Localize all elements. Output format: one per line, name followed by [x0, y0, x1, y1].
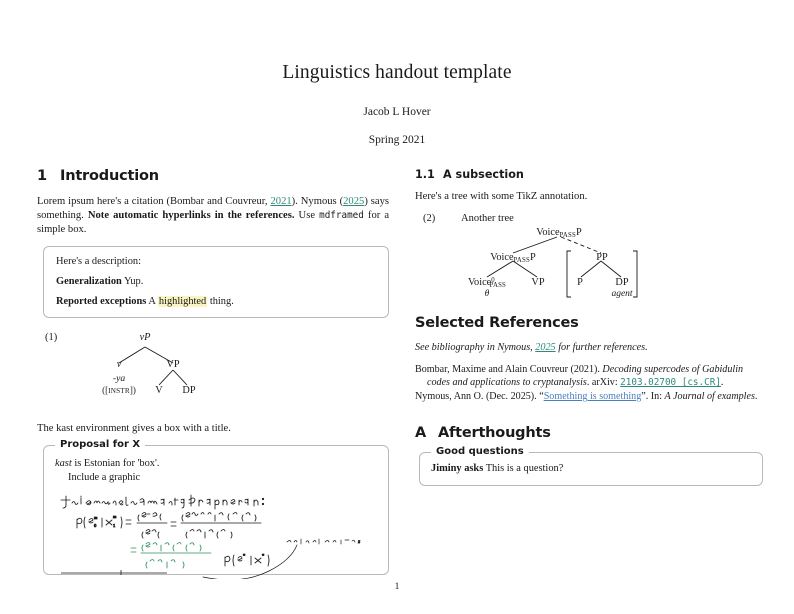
example-2: [415, 213, 763, 311]
section-heading-introduction: [37, 168, 389, 184]
svg-text:z: z: [358, 538, 361, 545]
tree-2-node-voice-head: Voice$^0_{PASS}$: [467, 276, 507, 289]
question-asker: Jiminy asks: [431, 463, 484, 475]
description-item-generalization: [56, 276, 376, 287]
highlighted-text: highlighted: [158, 295, 207, 307]
reference-authors: Nymous, Ann O. (Dec. 2025). “: [415, 391, 544, 403]
reference-title: Decoding supercodes of Gabidulin codes and applications to cryptanalysis: [427, 363, 744, 389]
description-definition: Yup.: [124, 275, 144, 287]
right-column: [415, 168, 763, 575]
description-box: [43, 246, 389, 318]
description-definition-tail: thing.: [207, 295, 234, 307]
svg-text:*: *: [262, 552, 265, 558]
two-column-body: [0, 168, 794, 575]
references-note-year-link[interactable]: 2025: [535, 341, 556, 353]
svg-text:1: 1: [113, 522, 116, 528]
intro-text-4: Use: [294, 209, 320, 221]
description-term: Generalization: [56, 275, 122, 287]
left-column: [37, 168, 389, 575]
tree-2-node-p: P: [577, 276, 583, 288]
example-2-label: Another tree: [461, 212, 514, 224]
svg-text:m: m: [94, 514, 98, 520]
references-note-part2: for further references.: [555, 341, 648, 353]
question-text: This is a question?: [485, 463, 564, 475]
intro-text-5: for a simple box.: [37, 209, 390, 235]
good-questions-box: [419, 446, 763, 486]
tree-1-node-vp: VP: [166, 358, 180, 370]
subsection-paragraph: Here's a tree with some TikZ annotation.: [415, 191, 588, 202]
tree-2-node-agent: agent: [611, 288, 633, 299]
document-header: [0, 0, 794, 146]
arxiv-link[interactable]: 2103.02700 [cs.CR]: [620, 377, 721, 389]
tree-2-node-root: Voice$_{PASS}$P: [536, 226, 582, 239]
document-date: Spring 2021: [368, 134, 426, 146]
intro-paragraph: [37, 195, 389, 237]
section-number: 1: [37, 168, 47, 184]
description-intro-line: Here's a description:: [56, 255, 141, 267]
reference-tail: .: [720, 377, 724, 389]
svg-text:*: *: [243, 552, 246, 558]
tree-1-node-v-head: V: [155, 384, 163, 396]
tree-1-node-root: vP: [139, 331, 151, 343]
tree-2-node-theta: θ: [484, 288, 490, 299]
subsection-number: 1.1: [415, 168, 435, 181]
page-number: 1: [394, 582, 400, 592]
appendix-letter: A: [415, 425, 427, 442]
intro-text-2: ). Nymous (: [291, 196, 344, 207]
intro-text-1: Lorem ipsum here's a citation (Bombar and Couvreur,: [37, 196, 271, 207]
references-note-part1: See bibliography in Nymous,: [415, 341, 536, 353]
example-1: [37, 332, 389, 406]
proposal-line-1: [55, 457, 377, 471]
section-title: Introduction: [60, 168, 159, 184]
tree-1-node-v: v: [116, 358, 122, 370]
references-heading: Selected References: [415, 314, 579, 331]
citation-link-2025[interactable]: 2025: [343, 196, 365, 207]
svg-text:m: m: [113, 513, 117, 519]
description-term: Reported exceptions: [56, 295, 147, 307]
feature-instr: INSTR: [108, 386, 130, 395]
intro-text-3: ) says something.: [37, 196, 390, 221]
kast-rest: is Estonian for 'box'.: [71, 457, 160, 469]
syntax-tree-1: [83, 332, 389, 404]
description-definition: A: [148, 295, 158, 307]
citation-link-2021[interactable]: 2021: [270, 196, 292, 207]
proposal-line-2: Include a graphic: [68, 471, 141, 483]
page-title: Linguistics handout template: [282, 62, 512, 83]
svg-text:0: 0: [94, 522, 97, 528]
kast-italic: kast: [55, 457, 72, 469]
subsection-heading: [415, 168, 763, 181]
tree-1-node-affix: -ya: [112, 372, 126, 384]
tree-2-node-vp: VP: [531, 276, 545, 288]
reference-entry-nymous: [415, 390, 763, 403]
document-author: Jacob L Hover: [363, 106, 431, 118]
tree-2-node-pp: PP: [596, 251, 608, 263]
tree-1-node-feature: ([INSTR]): [102, 384, 136, 395]
proposal-box-title: Proposal for X: [55, 439, 145, 450]
reference-journal: A Journal of examples: [664, 391, 755, 403]
subsection-title: A subsection: [443, 168, 524, 181]
macro-name-mdframed: mdframed: [319, 209, 364, 221]
description-item-exceptions: [56, 296, 376, 307]
handwriting-svg: [55, 491, 379, 579]
kast-caption: The kast environment gives a box with a title.: [37, 422, 231, 434]
appendix-heading: [415, 425, 763, 441]
proposal-box: [43, 438, 389, 575]
reference-middle: ”. In:: [641, 391, 665, 403]
reference-tail: .: [754, 391, 758, 403]
tree-2-node-voicep: Voice$_{PASS}$P: [490, 251, 536, 264]
syntax-tree-2: [461, 225, 763, 305]
good-questions-box-title: Good questions: [431, 446, 529, 457]
tree-1-node-dp: DP: [182, 384, 196, 396]
appendix-title: Afterthoughts: [438, 425, 551, 442]
example-number: (2): [423, 212, 436, 224]
reference-middle: . arXiv:: [586, 377, 621, 389]
reference-authors: Bombar, Maxime and Alain Couvreur (2021).: [415, 363, 603, 375]
example-2-body: [415, 213, 763, 305]
references-note: [415, 342, 763, 353]
reference-title-link[interactable]: Something is something: [543, 391, 642, 403]
question-line: [431, 462, 751, 476]
intro-bold-note: Note automatic hyperlinks in the references.: [87, 209, 295, 221]
example-number: (1): [45, 331, 58, 343]
reference-entry-bombar: [415, 363, 763, 389]
tree-2-node-dp: DP: [615, 276, 629, 288]
example-1-body: [37, 332, 389, 404]
handwritten-graphic: [55, 491, 377, 584]
